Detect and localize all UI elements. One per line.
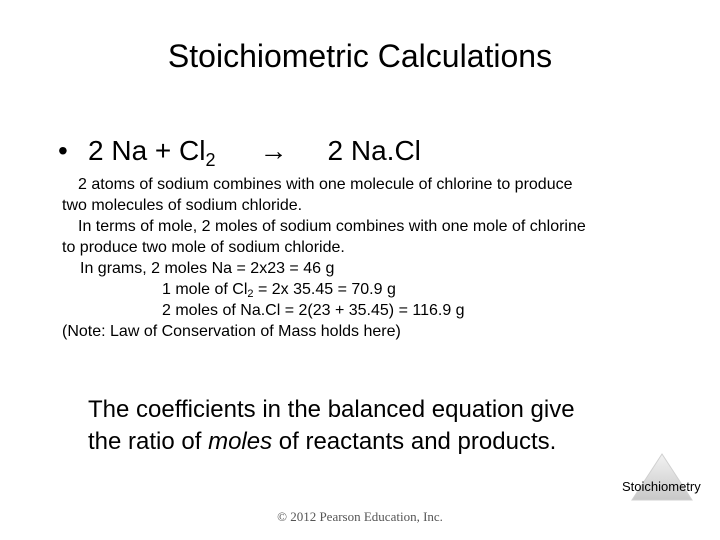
equation-products: 2 Na.Cl: [327, 135, 421, 166]
grams-line: In grams, 2 moles Na = 2x23 = 46 g: [80, 260, 335, 277]
equation-subscript: 2: [205, 150, 216, 170]
explanation-line: two molecules of sodium chloride.: [62, 197, 303, 214]
conclusion-emphasis: moles: [208, 428, 273, 455]
conclusion-text-part: the ratio of: [88, 428, 209, 455]
footer-label: Stoichiometry: [622, 479, 701, 494]
equation-reactants: 2 Na + Cl: [88, 135, 206, 166]
chemical-equation: [58, 133, 421, 169]
conclusion-text-part: of reactants and products.: [272, 428, 557, 455]
conclusion-text: [88, 394, 575, 458]
grams-line-text: 1 mole of Cl: [162, 281, 248, 298]
note-line: (Note: Law of Conservation of Mass holds here): [62, 323, 401, 340]
grams-line: [62, 279, 586, 300]
slide-title: Stoichiometric Calculations: [167, 38, 553, 74]
grams-line: 2 moles of Na.Cl = 2(23 + 35.45) = 116.9 g: [162, 302, 465, 319]
conclusion-line: [88, 426, 575, 458]
conclusion-line: The coefficients in the balanced equation give: [88, 396, 575, 423]
grams-line-text: = 2x 35.45 = 70.9 g: [253, 281, 396, 298]
copyright-notice: © 2012 Pearson Education, Inc.: [277, 509, 443, 524]
explanation-line: 2 atoms of sodium combines with one molecule of chlorine to produce: [78, 176, 573, 193]
explanation-text: [62, 174, 586, 342]
bullet: •: [58, 135, 68, 166]
reaction-arrow: →: [259, 135, 288, 166]
explanation-line: to produce two mole of sodium chloride.: [62, 239, 345, 256]
explanation-line: In terms of mole, 2 moles of sodium combines with one mole of chlorine: [78, 218, 586, 235]
grams-line-subscript: 2: [247, 288, 254, 300]
